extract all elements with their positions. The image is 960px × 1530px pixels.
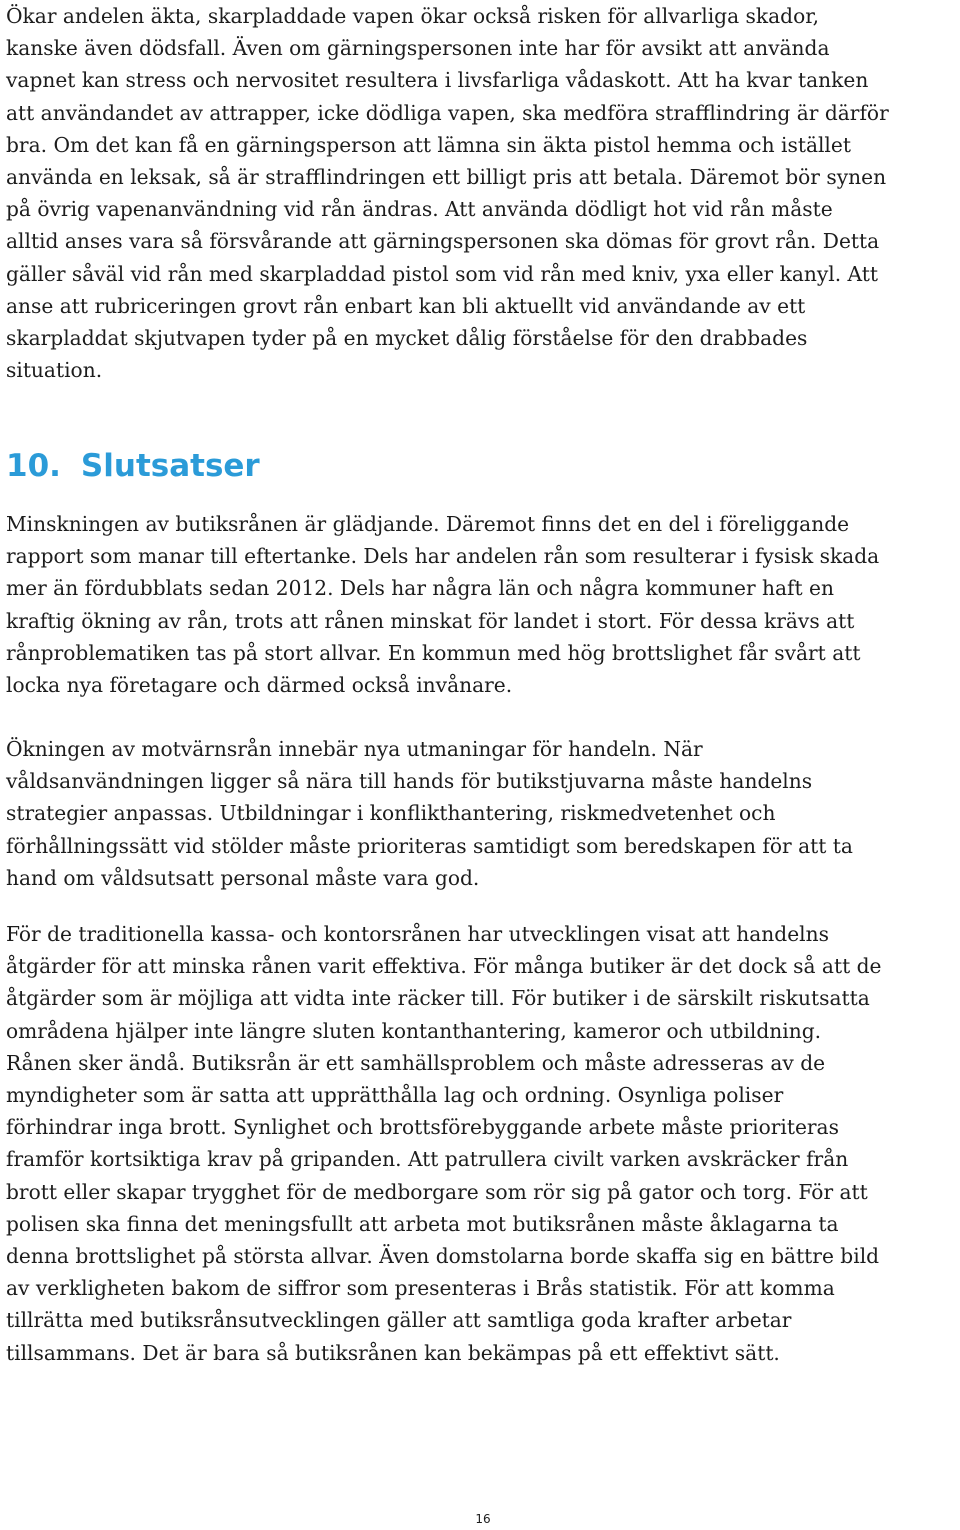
paragraph-conclusions-intro: Minskningen av butiksrånen är glädjande. Däremot finns det en del i föreliggande rapport som manar till eftertanke. Dels har andelen rån som resulterar i fysisk skada mer än fördubblats sedan 2012. Dels har några län och några kommuner haft en kraftig ökning av rån, trots att rånen minskat för landet i stort. För dessa krävs att rånproblematiken tas på stort allvar. En kommun med hög brottslighet får svårt att locka nya företagare och därmed också invånare. <box>6 512 880 698</box>
section-heading <box>6 446 260 486</box>
section-title: Slutsatser <box>80 448 260 484</box>
paragraph-traditional-robbery: För de traditionella kassa- och kontorsrånen har utvecklingen visat att handelns åtgärder för att minska rånen varit effektiva. För många butiker är det dock så att de åtgärder som är möjliga att vidta inte räcker till. För butiker i de särskilt riskutsatta områdena hjälper inte längre sluten kontanthantering, kameror och utbildning. Rånen sker ändå. Butiksrån är ett samhällsproblem och måste adresseras av de myndigheter som är satta att upprätthålla lag och ordning. Osynliga poliser förhindrar inga brott. Synlighet och brottsförebyggande arbete måste prioriteras framför kortsiktiga krav på gripanden. Att patrullera civilt varken avskräcker från brott eller skapar trygghet för de medborgare som rör sig på gator och torg. För att polisen ska finna det meningsfullt att arbeta mot butiksrånen måste åklagarna ta denna brottslighet på största allvar. Även domstolarna borde skaffa sig en bättre bild av verkligheten bakom de siffror som presenteras i Brås statistik. För att komma tillrätta med butiksrånsutvecklingen gäller att samtliga goda krafter arbetar tillsammans. Det är bara så butiksrånen kan bekämpas på ett effektivt sätt. <box>6 922 882 1365</box>
paragraph-resistance-robbery: Ökningen av motvärnsrån innebär nya utmaningar för handeln. När våldsanvändningen ligger så nära till hands för butikstjuvarna måste handelns strategier anpassas. Utbildningar i konflikthantering, riskmedvetenhet och förhållningssätt vid stölder måste prioriteras samtidigt som beredskapen för att ta hand om våldsutsatt personal måste vara god. <box>6 737 853 890</box>
section-number: 10. <box>6 448 61 484</box>
paragraph-weapons: Ökar andelen äkta, skarpladdade vapen ökar också risken för allvarliga skador, kanske även dödsfall. Även om gärningspersonen inte har för avsikt att använda vapnet kan stress och nervositet resultera i livsfarliga vådaskott. Att ha kvar tanken att användandet av attrapper, icke dödliga vapen, ska medföra strafflindring är därför bra. Om det kan få en gärningsperson att lämna sin äkta pistol hemma och istället använda en leksak, så är strafflindringen ett billigt pris att betala. Däremot bör synen på övrig vapenanvändning vid rån ändras. Att använda dödligt hot vid rån måste alltid anses vara så försvårande att gärningspersonen ska dömas för grovt rån. Detta gäller såväl vid rån med skarpladdad pistol som vid rån med kniv, yxa eller kanyl. Att anse att rubriceringen grovt rån enbart kan bli aktuellt vid användande av ett skarpladdat skjutvapen tyder på en mycket dålig förståelse för den drabbades situation. <box>6 4 889 383</box>
page-number: 16 <box>475 1512 491 1526</box>
page-number-footer <box>0 1512 960 1526</box>
